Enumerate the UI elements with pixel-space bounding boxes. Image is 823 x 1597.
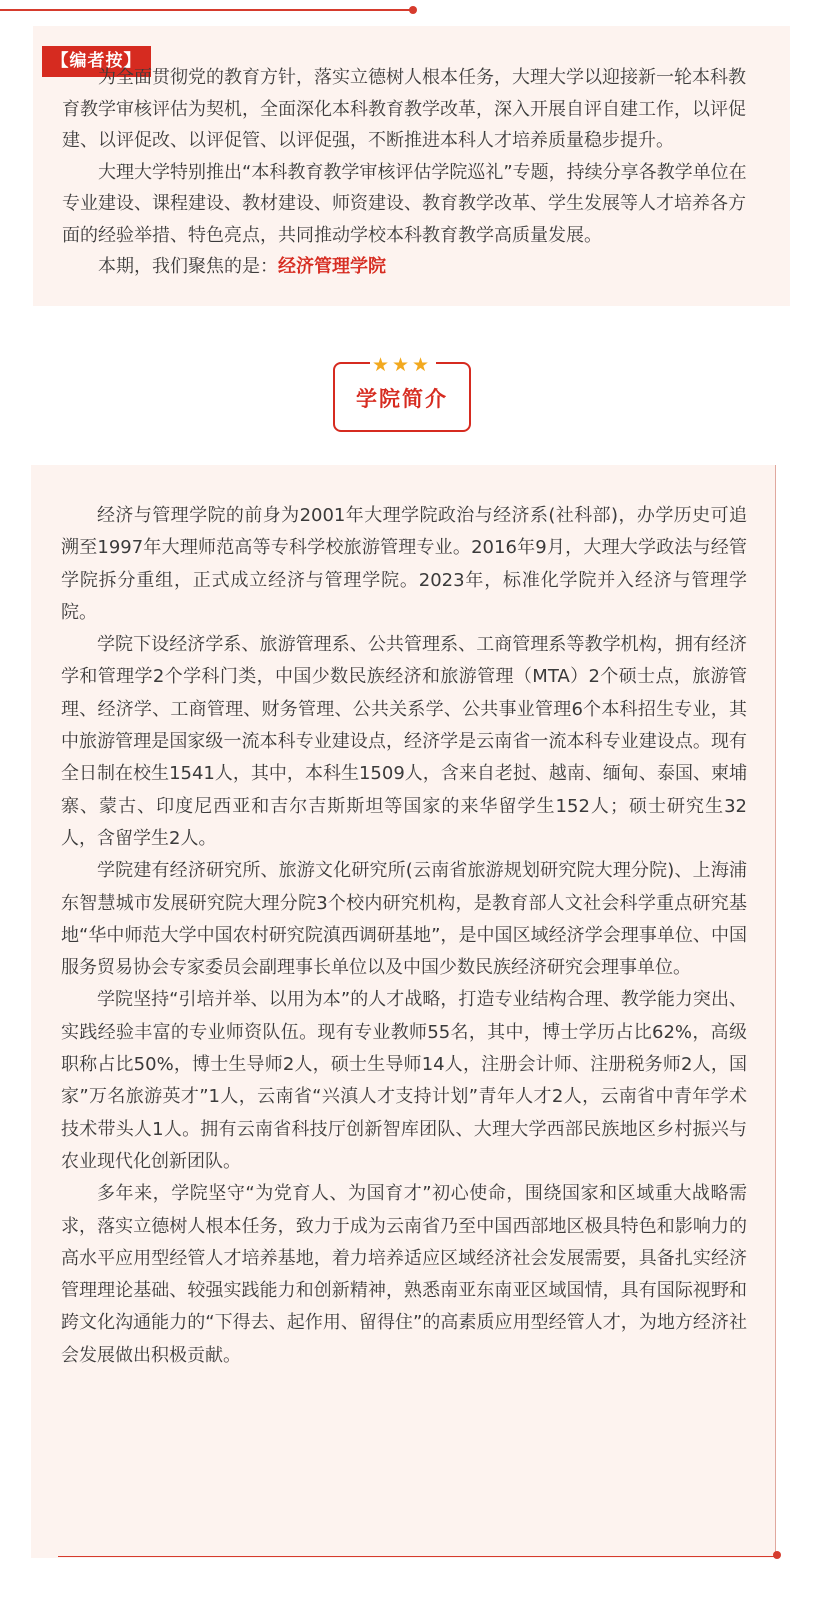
intro-paragraph-structure: 学院下设经济学系、旅游管理系、公共管理系、工商管理系等教学机构，拥有经济学和管理学2个学科门类，中国少数民族经济和旅游管理（MTA）2个硕士点，旅游管理、经济学、工商管理、财务管理、公共关系学、公共事业管理6个本科招生专业，其中旅游管理是国家级一流本科专业建设点，经济学是云南省一流本科专业建设点。现有全日制在校生1541人，其中，本科生1509人，含来自老挝、越南、缅甸、泰国、柬埔寨、蒙古、印度尼西亚和吉尔吉斯斯坦等国家的来华留学生152人；硕士研究生32人，含留学生2人。 (61, 634, 747, 849)
intro-paragraph-faculty: 学院坚持“引培并举、以用为本”的人才战略，打造专业结构合理、教学能力突出、实践经验丰富的专业师资队伍。现有专业教师55名，其中，博士学历占比62%，高级职称占比50%，博士生导师2人，硕士生导师14人，注册会计师、注册税务师2人，国家”万名旅游英才”1人，云南省“兴滇人才支持计划”青年人才2人，云南省中青年学术技术带头人1人。拥有云南省科技厅创新智库团队、大理大学西部民族地区乡村振兴与农业现代化创新团队。 (61, 989, 747, 1172)
editor-paragraph-1: 为全面贯彻党的教育方针，落实立德树人根本任务，大理大学以迎接新一轮本科教育教学审核评估为契机，全面深化本科教育教学改革，深入开展自评自建工作，以评促建、以评促改、以评促管、以评促强，不断推进本科人才培养质量稳步提升。 (62, 67, 746, 151)
bottom-divider-line (58, 1556, 778, 1557)
editor-paragraph-2: 大理大学特别推出“本科教育教学审核评估学院巡礼”专题，持续分享各教学单位在专业建设、课程建设、教材建设、师资建设、教育教学改革、学生发展等人才培养各方面的经验举措、特色亮点，共同推动学校本科教育教学高质量发展。 (62, 161, 747, 246)
intro-paragraph-mission: 多年来，学院坚守“为党育人、为国育才”初心使命，围绕国家和区域重大战略需求，落实立德树人根本任务，致力于成为云南省乃至中国西部地区极具特色和影响力的高水平应用型经管人才培养基地，着力培养适应区域经济社会发展需要，具备扎实经济管理理论基础、较强实践能力和创新精神，熟悉南亚东南亚区域国情，具有国际视野和跨文化沟通能力的“下得去、起作用、留得住”的高素质应用型经管人才，为地方经济社会发展做出积极贡献。 (61, 1183, 747, 1366)
content-right-border (775, 465, 776, 1558)
top-divider-line (0, 9, 412, 11)
editor-focus-college: 经济管理学院 (278, 256, 386, 277)
section-title: 学院简介 (356, 387, 448, 411)
intro-paragraph-research: 学院建有经济研究所、旅游文化研究所(云南省旅游规划研究院大理分院)、上海浦东智慧城市发展研究院大理分院3个校内研究机构，是教育部人文社会科学重点研究基地“华中师范大学中国农村研究院滇西调研基地”，是中国区域经济学会理事单位、中国服务贸易协会专家委员会副理事长单位以及中国少数民族经济研究会理事单位。 (61, 860, 747, 979)
editor-note-tag: 【编者按】 (42, 46, 151, 77)
star-icon-group: ★★★ (371, 354, 433, 376)
editor-note-text (62, 62, 762, 283)
bottom-divider-dot (773, 1551, 781, 1559)
top-divider-dot (409, 6, 417, 14)
college-introduction (61, 500, 747, 1372)
editor-focus-prefix: 本期，我们聚焦的是： (98, 256, 278, 277)
editor-paragraph-3 (62, 251, 762, 283)
intro-paragraph-history: 经济与管理学院的前身为2001年大理学院政治与经济系(社科部)，办学历史可追溯至1997年大理师范高等专科学校旅游管理专业。2016年9月，大理大学政法与经管学院拆分重组，正式成立经济与管理学院。2023年，标准化学院并入经济与管理学院。 (61, 505, 747, 623)
